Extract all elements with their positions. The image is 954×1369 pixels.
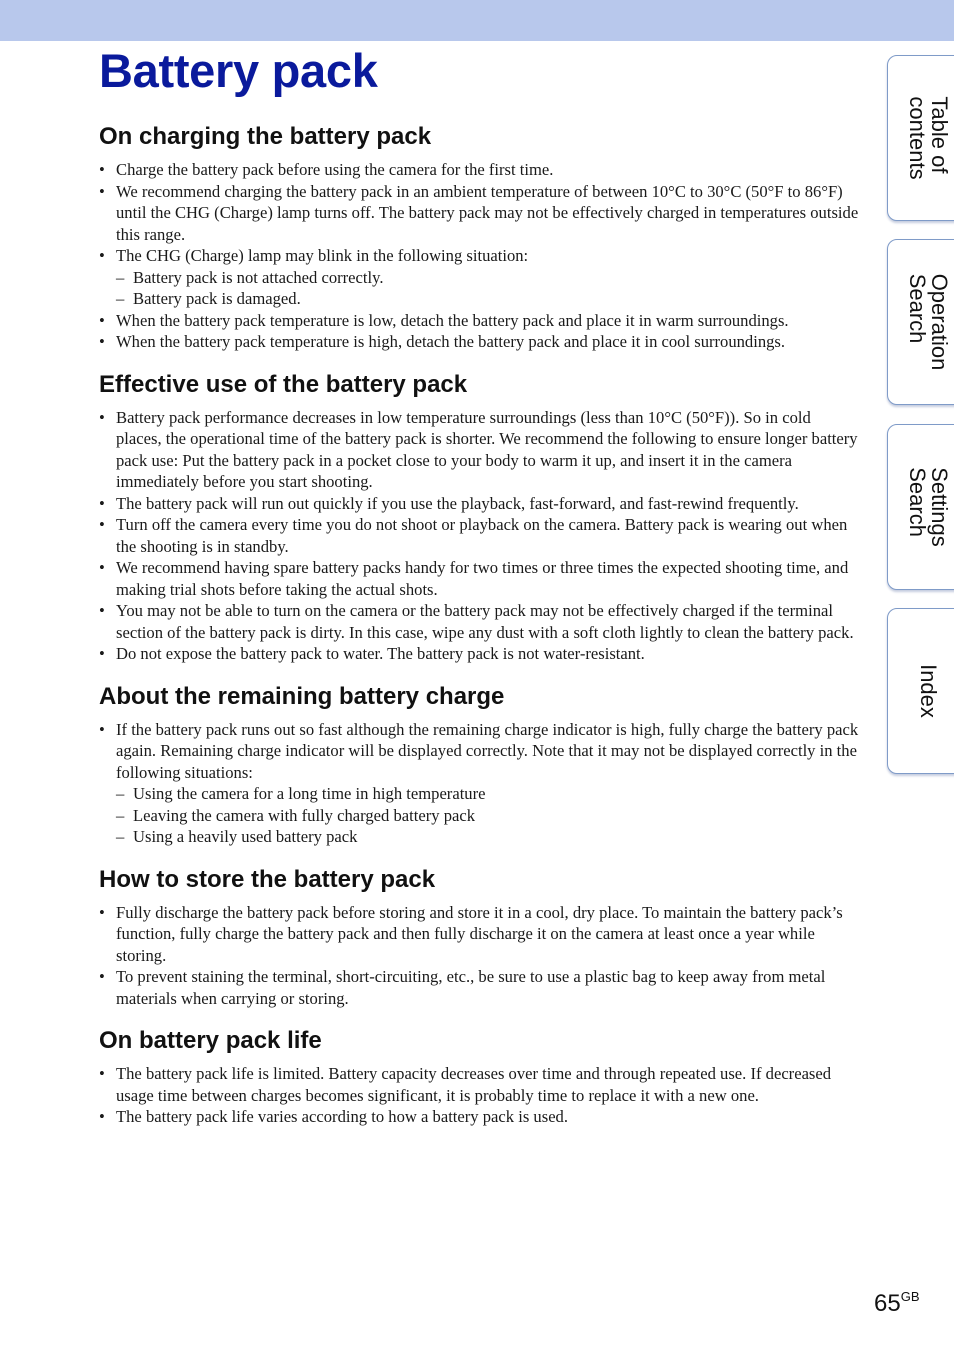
list-item: • When the battery pack temperature is low, detach the battery pack and place it in warm surroundings.: [99, 310, 859, 332]
tab-label: Operation Search: [905, 273, 952, 371]
list-item: • Fully discharge the battery pack before storing and store it in a cool, dry place. To maintain the battery pack’s function, fully charge the battery pack and then fully discharge it on the camera at least once a year while storing.: [99, 902, 859, 967]
list-item-text: The CHG (Charge) lamp may blink in the following situation:: [116, 246, 529, 265]
list-item: • The battery pack life varies according to how a battery pack is used.: [99, 1106, 859, 1128]
tab-label: Table of contents: [905, 96, 952, 180]
list-item: • To prevent staining the terminal, short-circuiting, etc., be sure to use a plastic bag to keep away from metal materials when carrying or storing.: [99, 966, 859, 1009]
bullet-list: [99, 1063, 859, 1128]
sub-list: [116, 267, 859, 310]
list-item: • When the battery pack temperature is high, detach the battery pack and place it in cool surroundings.: [99, 331, 859, 353]
sub-list-item: – Leaving the camera with fully charged battery pack: [116, 805, 859, 827]
sub-list-item: – Using a heavily used battery pack: [116, 826, 859, 848]
list-item-text: If the battery pack runs out so fast although the remaining charge indicator is high, fully charge the battery pack again. Remaining charge indicator will be displayed correctly. Note that it may not be displayed correctly in the following situations:: [116, 719, 859, 782]
list-item: • You may not be able to turn on the camera or the battery pack may not be effectively charged if the terminal section of the battery pack is dirty. In this case, wipe any dust with a soft cloth lightly to clean the battery pack.: [99, 600, 859, 643]
page-suffix: GB: [900, 1289, 920, 1304]
sub-list-item: – Battery pack is not attached correctly.: [116, 267, 859, 289]
section-effective-use: [99, 368, 859, 665]
section-heading: How to store the battery pack: [99, 865, 436, 893]
section-storage: [99, 863, 859, 1010]
list-item: [99, 245, 859, 310]
tab-label: Index: [916, 664, 941, 718]
tab-table-of-contents[interactable]: [887, 55, 954, 221]
tab-settings-search[interactable]: [887, 424, 954, 590]
section-charging: [99, 120, 859, 353]
list-item: • Charge the battery pack before using the camera for the first time.: [99, 159, 859, 181]
section-heading: About the remaining battery charge: [99, 682, 505, 710]
sub-list-item: – Using the camera for a long time in high temperature: [116, 783, 859, 805]
sub-list-item: – Battery pack is damaged.: [116, 288, 859, 310]
list-item: • We recommend charging the battery pack in an ambient temperature of between 10°C to 30°C (50°F to 86°F) until the CHG (Charge) lamp turns off. The battery pack may not be effectively charged in temperatures outside this range.: [99, 181, 859, 246]
bullet-list: [99, 902, 859, 1010]
bullet-list: [99, 719, 859, 848]
list-item: • Turn off the camera every time you do not shoot or playback on the camera. Battery pack is wearing out when the shooting is in standby.: [99, 514, 859, 557]
tab-operation-search[interactable]: [887, 239, 954, 405]
section-remaining-charge: [99, 680, 859, 848]
section-heading: On battery pack life: [99, 1027, 322, 1054]
list-item: [99, 719, 859, 848]
page-number: $65^{GB}$: [874, 1289, 920, 1317]
main-content: [99, 120, 859, 1143]
list-item: • We recommend having spare battery packs handy for two times or three times the expected shooting time, and making trial shots before taking the actual shots.: [99, 557, 859, 600]
section-pack-life: [99, 1024, 859, 1128]
tab-label: Settings Search: [905, 467, 952, 547]
list-item: • Battery pack performance decreases in low temperature surroundings (less than 10°C (50°F)). So in cold places, the operational time of the battery pack is shorter. We recommend the following to ensure longer battery pack use: Put the battery pack in a pocket close to your body to warm it up, and insert it in the camera immediately before you start shooting.: [99, 407, 859, 493]
list-item: • Do not expose the battery pack to water. The battery pack is not water-resistant.: [99, 643, 859, 665]
bullet-list: [99, 159, 859, 353]
section-heading: Effective use of the battery pack: [99, 370, 468, 398]
sub-list: [116, 783, 859, 848]
tab-index[interactable]: [887, 608, 954, 774]
list-item: • The battery pack will run out quickly if you use the playback, fast-forward, and fast-rewind frequently.: [99, 493, 859, 515]
page-title: Battery pack: [99, 44, 378, 97]
list-item: • The battery pack life is limited. Battery capacity decreases over time and through repeated use. If decreased usage time between charges becomes significant, it is probably time to replace it with a new one.: [99, 1063, 859, 1106]
bullet-list: [99, 407, 859, 665]
section-heading: On charging the battery pack: [99, 123, 432, 150]
header-bar: [0, 0, 954, 41]
